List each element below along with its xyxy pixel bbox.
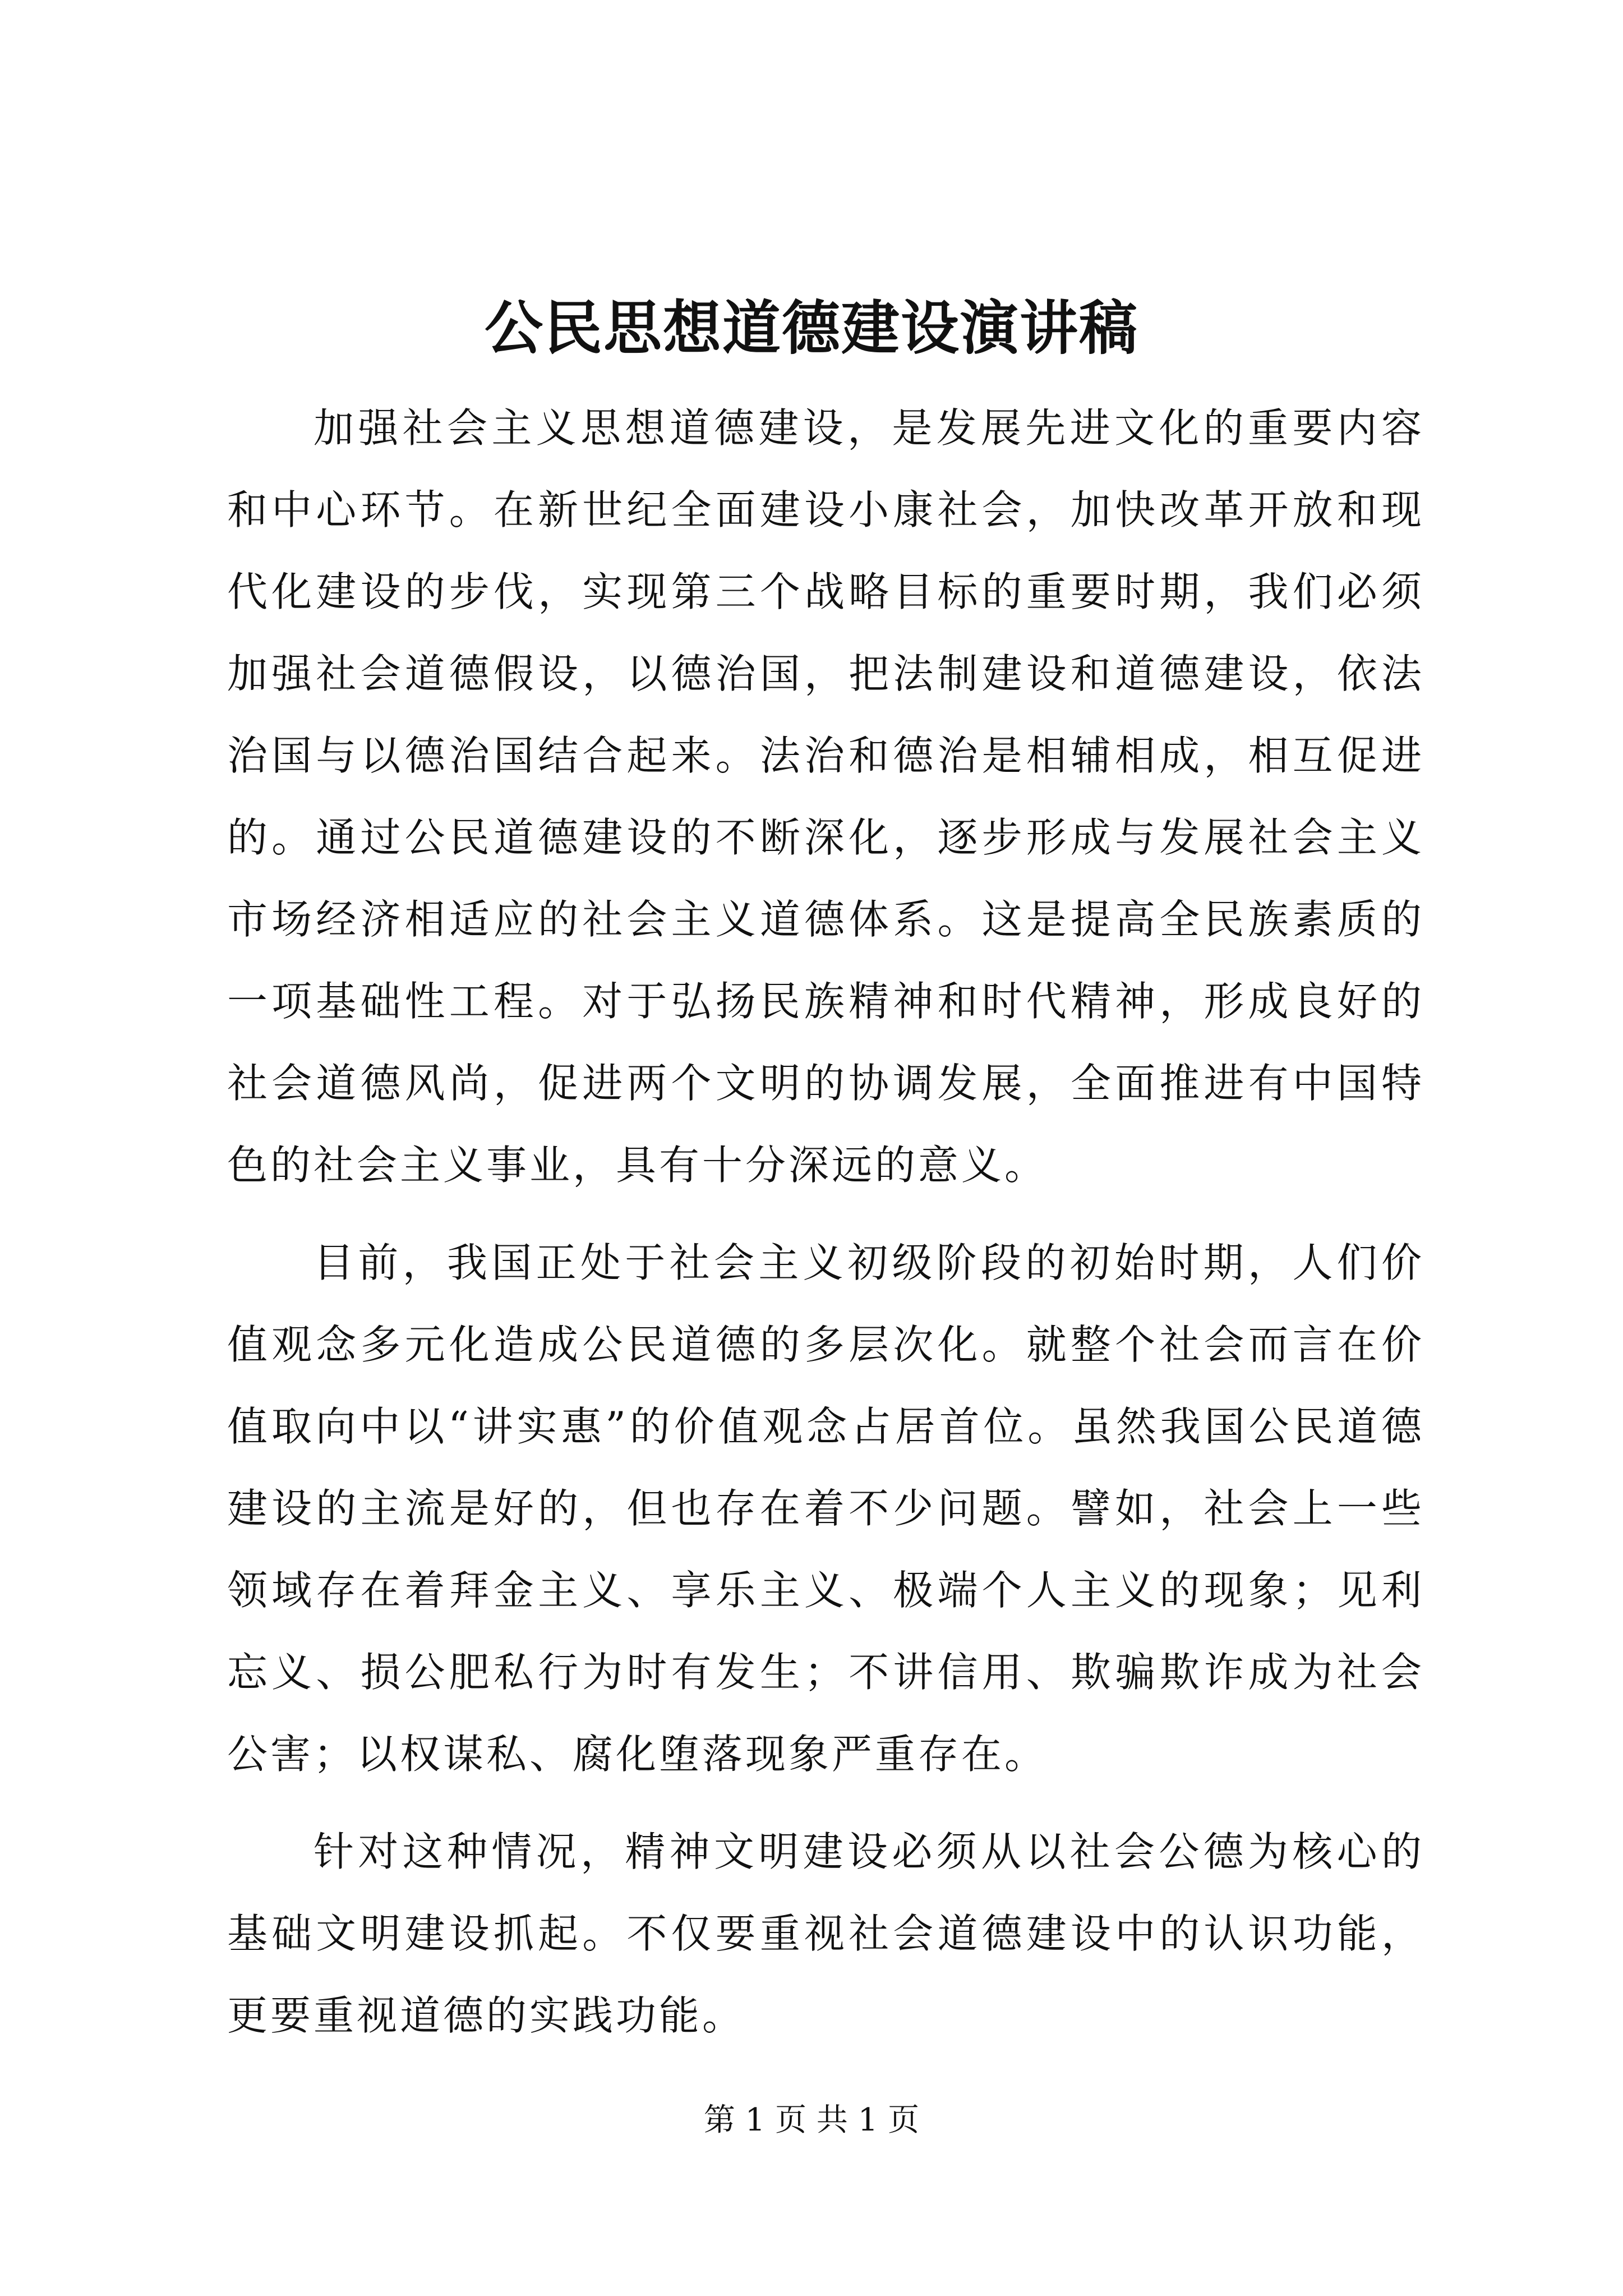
paragraph-1: 加强社会主义思想道德建设，是发展先进文化的重要内容和中心环节。在新世纪全面建设小康社会，加快改革开放和现代化建设的步伐，实现第三个战略目标的重要时期，我们必须加强社会道德假设，以德治国，把法制建设和道德建设，依法治国与以德治国结合起来。法治和德治是相辅相成，相互促进的。通过公民道德建设的不断深化，逐步形成与发展社会主义市场经济相适应的社会主义道德体系。这是提高全民族素质的一项基础性工程。对于弘扬民族精神和时代精神，形成良好的社会道德风尚，促进两个文明的协调发展，全面推进有中国特色的社会主义事业，具有十分深远的意义。: [227, 404, 1424, 1189]
paragraph-3: 针对这种情况，精神文明建设必须从以社会公德为核心的基础文明建设抓起。不仅要重视社会道德建设中的认识功能，更要重视道德的实践功能。: [227, 1828, 1424, 2039]
document-title: 公民思想道德建设演讲稿: [484, 293, 1138, 362]
paragraph-2: 目前，我国正处于社会主义初级阶段的初始时期，人们价值观念多元化造成公民道德的多层次化。就整个社会而言在价值取向中以“讲实惠”的价值观念占居首位。虽然我国公民道德建设的主流是好的，但也存在着不少问题。譬如，社会上一些领域存在着拜金主义、享乐主义、极端个人主义的现象；见利忘义、损公肥私行为时有发生；不讲信用、欺骗欺诈成为社会公害；以权谋私、腐化堕落现象严重存在。: [227, 1239, 1424, 1778]
page-number: 第 1 页 共 1 页: [703, 2102, 920, 2138]
document-body: [227, 387, 1424, 2072]
